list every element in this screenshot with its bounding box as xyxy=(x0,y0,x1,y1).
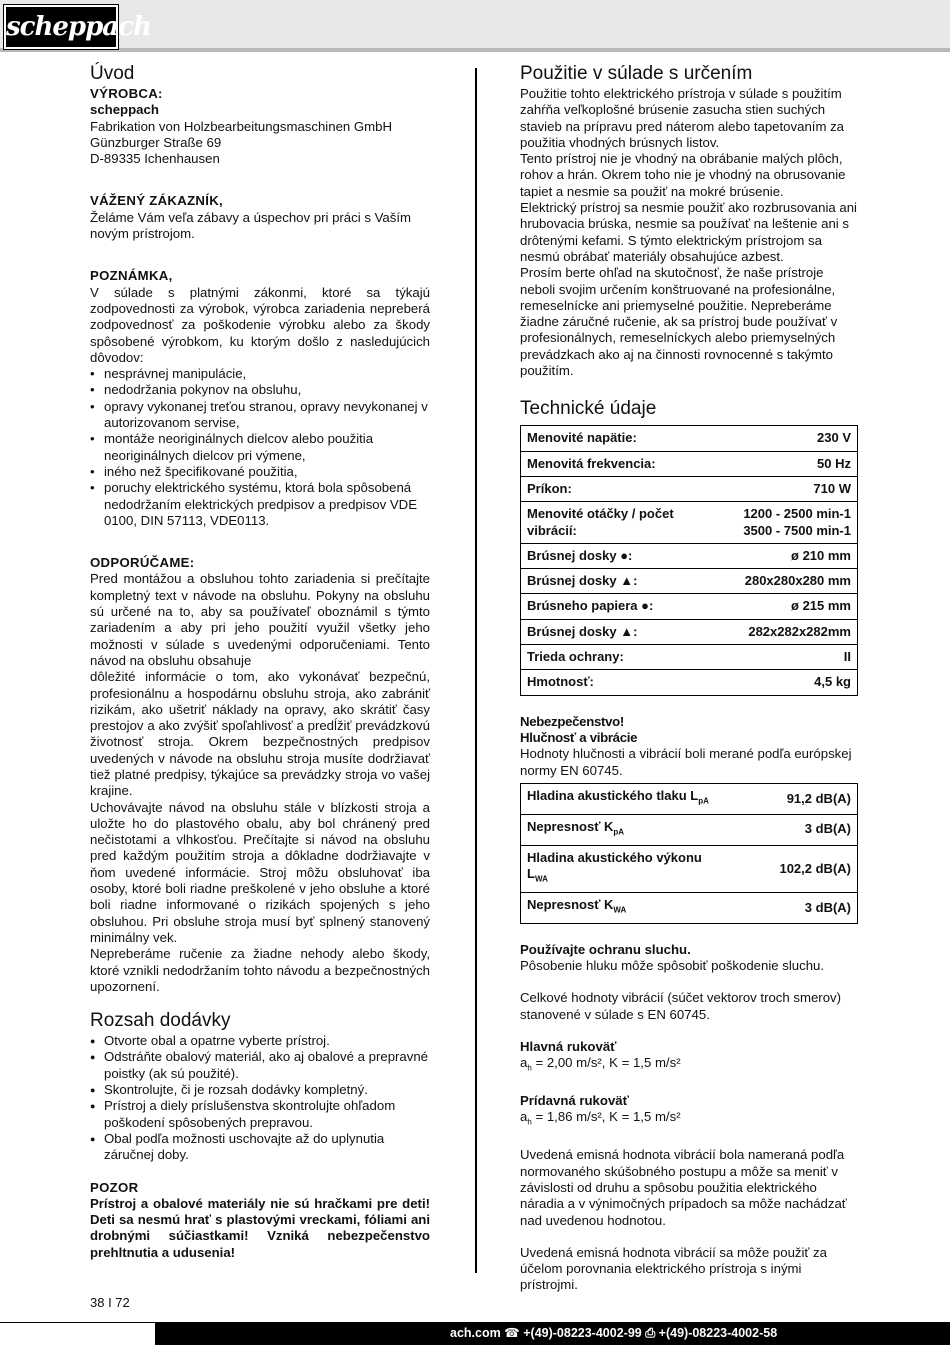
table-row xyxy=(520,569,858,594)
table-row xyxy=(520,594,858,619)
hearing-label: Používajte ochranu sluchu. xyxy=(520,941,691,957)
noise-key-sub: pA xyxy=(698,796,709,806)
use-paragraph: Tento prístroj nie je vhodný na obrábanie malých plôch, rohov a hrán. Okrem toho nie je vhodný na obrusovanie tapiet a nesmie sa použiť na mokré brúsenie. xyxy=(520,151,846,199)
recommend-paragraph: Pred montážou a obsluhou tohto zariadenia si prečítajte kompletný text v návode na obsluhu. Pokyny na obsluhu sú určené na to, aby sa používateľ oboznámil s týmto zariadením a aby pri jeho použití využil všetky jeho možnosti v súlade s uvedenými odporučeniami. Tento návod na obsluhu obsahuje xyxy=(90,571,430,668)
manufacturer-line: Fabrikation von Holzbearbeitungsmaschinen GmbH xyxy=(90,118,392,134)
manufacturer-name: scheppach xyxy=(90,102,159,118)
scope-heading: Rozsah dodávky xyxy=(90,1010,231,1032)
noise-key-text: Hladina akustického tlaku L xyxy=(527,787,699,803)
table-row xyxy=(520,544,858,569)
list-item: • nedodržania pokynov na obsluhu, xyxy=(90,382,430,398)
spec-value xyxy=(708,502,858,544)
table-row xyxy=(520,477,858,502)
list-item: • montáže neoriginálnych dielcov alebo použitia neoriginálnych dielcov pri výmene, xyxy=(90,431,430,464)
technical-data-table xyxy=(520,425,858,695)
noise-text: Hodnoty hlučnosti a vibrácií boli merané podľa európskej normy EN 60745. xyxy=(520,746,852,778)
table-row xyxy=(520,425,858,451)
noise-key xyxy=(520,846,728,893)
footer-contact: ach.com ☎ +(49)-08223-4002-99 ⎙ +(49)-08223-4002-58 xyxy=(450,1326,778,1340)
manufacturer-label: VÝROBCA: xyxy=(90,86,163,101)
recommend-paragraph: dôležité informácie o tom, ako vykonávať bezpečnú, profesionálnu a hospodárnu obsluhu stroja, ako zabrániť rizikám, ako ušetriť náklady na opravy, ako skrátiť časy prestojov a ako zvýšiť spoľahlivosť a predĺžiť prevádzkovú životnosť stroja. Okrem bezpečnostných predpisov uvedených v návode na obsluhu stroja musíte dodržiavať tiež platné predpisy, týkajúce sa prevádzky stroja vo vašej krajine. xyxy=(90,669,430,799)
spec-value: 230 V xyxy=(708,425,858,451)
page-number: 38 I 72 xyxy=(90,1295,130,1310)
list-item: ● Obal podľa možnosti uschovajte až do uplynutia záručnej doby. xyxy=(90,1131,430,1164)
customer-text: Želáme Vám veľa zábavy a úspechov pri práci s Vaším novým prístrojom. xyxy=(90,209,411,242)
recommend-label: ODPORÚČAME: xyxy=(90,555,195,571)
spec-value: 282x282x282mm xyxy=(708,620,858,645)
spec-value: ø 215 mm xyxy=(708,594,858,619)
emission-paragraph: Uvedená emisná hodnota vibrácií sa môže použiť za účelom porovnania elektrického prístroja s inými prístrojmi. xyxy=(520,1244,827,1293)
table-row xyxy=(520,502,858,544)
noise-value: 3 dB(A) xyxy=(728,815,858,846)
list-item: • iného než špecifikované použitia, xyxy=(90,464,430,480)
use-paragraph: Elektrický prístroj sa nesmie použiť ako rozbrusovania ani hrubovacia brúska, nesmie sa používať na leštenie ani s drôtenými kefami. S týmto elektrickým prístrojom sa nesmú obrábať materiály obsahujúce azbest. xyxy=(520,200,857,264)
note-label: POZNÁMKA, xyxy=(90,268,173,284)
noise-key-sub: pA xyxy=(613,827,625,837)
use-paragraph: Prosím berte ohľad na skutočnosť, že naše prístroje neboli svojim určením konštruované na profesionálne, remeselnícke ani priemyselné použitie. Nepreberáme žiadne záručné ručenie, ak sa prístroj bude používať v profesionálnych, remeselníckych alebo priemyselných prevádzkach ako aj na činnosti rovnocenné s takýmto použitím. xyxy=(520,265,838,379)
brand-logo: scheppach xyxy=(4,5,118,49)
recommend-paragraph: Uchovávajte návod na obsluhu stále v blízkosti stroja a uložte ho do plastového obalu, aby bol chránený pred nečistotami a vlhkosťou. Prečítajte si návod na obsluhu pred každým použitím stroja a dôkladne dodržiavajte v ňom uvedené informácie. Stroj môžu obsluhovať iba osoby, ktoré boli riadne preškolené v jeho obsluhe a ktoré boli riadne informované o rizikách spojených s jeho obsluhou. Pri obsluhe stroja musí byť splnený stanovený minimálny vek. xyxy=(90,799,430,945)
spec-key: Brúsnej dosky ▲: xyxy=(520,620,708,645)
aux-handle-value-text: = 1,86 m/s², K = 1,5 m/s² xyxy=(535,1109,681,1125)
danger-label: Nebezpečenstvo! xyxy=(520,713,624,729)
main-handle-value-text: = 2,00 m/s², K = 1,5 m/s² xyxy=(535,1055,681,1071)
main-handle-value: $a_h = 2,00$ m/s², K = 1,5 m/s² xyxy=(520,1055,681,1073)
spec-key: Trieda ochrany: xyxy=(520,645,708,670)
list-item: • poruchy elektrického systému, ktorá bola spôsobená nedodržaním elektrických predpisov a predpisov VDE 0100, DIN 57113, VDE0113. xyxy=(90,480,430,529)
table-row xyxy=(520,846,858,893)
spec-key: Menovité otáčky / počet vibrácií: xyxy=(520,502,708,544)
vibration-text: Celkové hodnoty vibrácií (súčet vektorov troch smerov) stanovené v súlade s EN 60745. xyxy=(520,990,842,1022)
spec-value: II xyxy=(708,645,858,670)
noise-key-text: Nepresnosť K xyxy=(527,818,614,834)
table-row xyxy=(520,645,858,670)
caution-label: POZOR xyxy=(90,1179,139,1195)
spec-key: Hmotnosť: xyxy=(520,670,708,695)
table-row xyxy=(520,783,858,815)
list-item: ● Skontrolujte, či je rozsah dodávky kompletný. xyxy=(90,1082,430,1098)
scope-list xyxy=(90,1033,430,1163)
right-column xyxy=(520,62,858,1294)
noise-value: 91,2 dB(A) xyxy=(728,783,858,815)
noise-key xyxy=(520,815,728,846)
main-handle-label: Hlavná rukoväť xyxy=(520,1038,617,1054)
noise-key-sub: WA xyxy=(534,874,548,884)
list-item: ● Odstráňte obalový materiál, ako aj obalové a prepravné poistky (ak sú použité). xyxy=(90,1049,430,1082)
noise-key xyxy=(520,893,728,924)
use-paragraph: Použitie tohto elektrického prístroja v súlade s použitím zahŕňa veľkoplošné brúsenie zasucha stien suchých stavieb na prípravu pred náterom alebo tapetovaním za použitia vhodných brúsnych listov. xyxy=(520,86,845,150)
spec-value: 50 Hz xyxy=(708,452,858,477)
aux-handle-value: $a_h = 1,86$ m/s², K = 1,5 m/s² xyxy=(520,1109,681,1128)
list-item: ● Prístroj a diely príslušenstva skontrolujte ohľadom poškodení spôsobených prepravou. xyxy=(90,1098,430,1131)
noise-key-text: Hladina akustického výkonu L xyxy=(527,849,702,881)
spec-value: ø 210 mm xyxy=(708,544,858,569)
spec-key: Brúsnej dosky ▲: xyxy=(520,569,708,594)
spec-value-line: 3500 - 7500 min-1 xyxy=(743,522,851,538)
table-row xyxy=(520,815,858,846)
emission-paragraph: Uvedená emisná hodnota vibrácií bola nameraná podľa normovaného skúšobného postupu a môže sa meniť v závislosti od druhu a spôsobu použitia elektrického náradia a v výnimočných prípadoch sa môže nachádzať nad uvedenou hodnotou. xyxy=(520,1147,847,1228)
spec-value: 4,5 kg xyxy=(708,670,858,695)
intro-heading: Úvod xyxy=(90,63,135,84)
spec-value-line: 1200 - 2500 min-1 xyxy=(743,506,851,522)
noise-key-text: Nepresnosť K xyxy=(527,896,614,912)
technical-data-heading: Technické údaje xyxy=(520,398,657,420)
noise-value: 102,2 dB(A) xyxy=(728,846,858,893)
spec-value: 280x280x280 mm xyxy=(708,569,858,594)
spec-key: Menovité napätie: xyxy=(520,425,708,451)
table-row xyxy=(520,452,858,477)
spec-value: 710 W xyxy=(708,477,858,502)
spec-key: Príkon: xyxy=(520,477,708,502)
spec-key: Brúsnej dosky ●: xyxy=(520,544,708,569)
note-text: V súlade s platnými zákonmi, ktoré sa týkajú zodpovednosti za výrobok, výrobca zariadenia nepreberá zodpovednosť za poškodenie výrobku alebo za škody spôsobené výrobkom, ku ktorým došlo z nasledujúcich dôvodov: xyxy=(90,284,430,365)
aux-handle-label: Prídavná rukoväť xyxy=(520,1093,629,1109)
footer-white-block xyxy=(0,1322,155,1345)
list-item: ● Otvorte obal a opatrne vyberte prístroj. xyxy=(90,1033,430,1049)
table-row xyxy=(520,670,858,695)
list-item: • opravy vykonanej treťou stranou, opravy nevykonanej v autorizovanom servise, xyxy=(90,399,430,432)
table-row xyxy=(520,893,858,924)
recommend-paragraph: Nepreberáme ručenie za žiadne nehody alebo škody, ktoré vznikli nedodržaním tohto návodu a bezpečnostných upozornení. xyxy=(90,946,430,994)
intended-use-heading: Použitie v súlade s určením xyxy=(520,63,753,84)
list-item: • nesprávnej manipulácie, xyxy=(90,366,430,382)
left-column xyxy=(90,62,430,1261)
table-row xyxy=(520,620,858,645)
noise-table xyxy=(520,783,858,924)
spec-key: Brúsneho papiera ●: xyxy=(520,594,708,619)
manufacturer-line: D-89335 Ichenhausen xyxy=(90,151,220,167)
noise-label: Hlučnosť a vibrácie xyxy=(520,729,638,745)
noise-key-sub: WA xyxy=(613,905,627,915)
note-list xyxy=(90,366,430,529)
manufacturer-line: Günzburger Straße 69 xyxy=(90,134,222,150)
noise-value: 3 dB(A) xyxy=(728,893,858,924)
caution-text: Prístroj a obalové materiály nie sú hračkami pre deti! Deti sa nesmú hrať s plastovými vreckami, fóliami ani drobnými súčiastkami! Vzniká nebezpečenstvo prehltnutia a udusenia! xyxy=(90,1195,430,1260)
spec-key: Menovitá frekvencia: xyxy=(520,452,708,477)
column-divider xyxy=(475,68,477,1273)
customer-label: VÁŽENÝ ZÁKAZNÍK, xyxy=(90,193,224,209)
hearing-text: Pôsobenie hluku môže spôsobiť poškodenie sluchu. xyxy=(520,957,825,973)
noise-key xyxy=(520,783,728,815)
